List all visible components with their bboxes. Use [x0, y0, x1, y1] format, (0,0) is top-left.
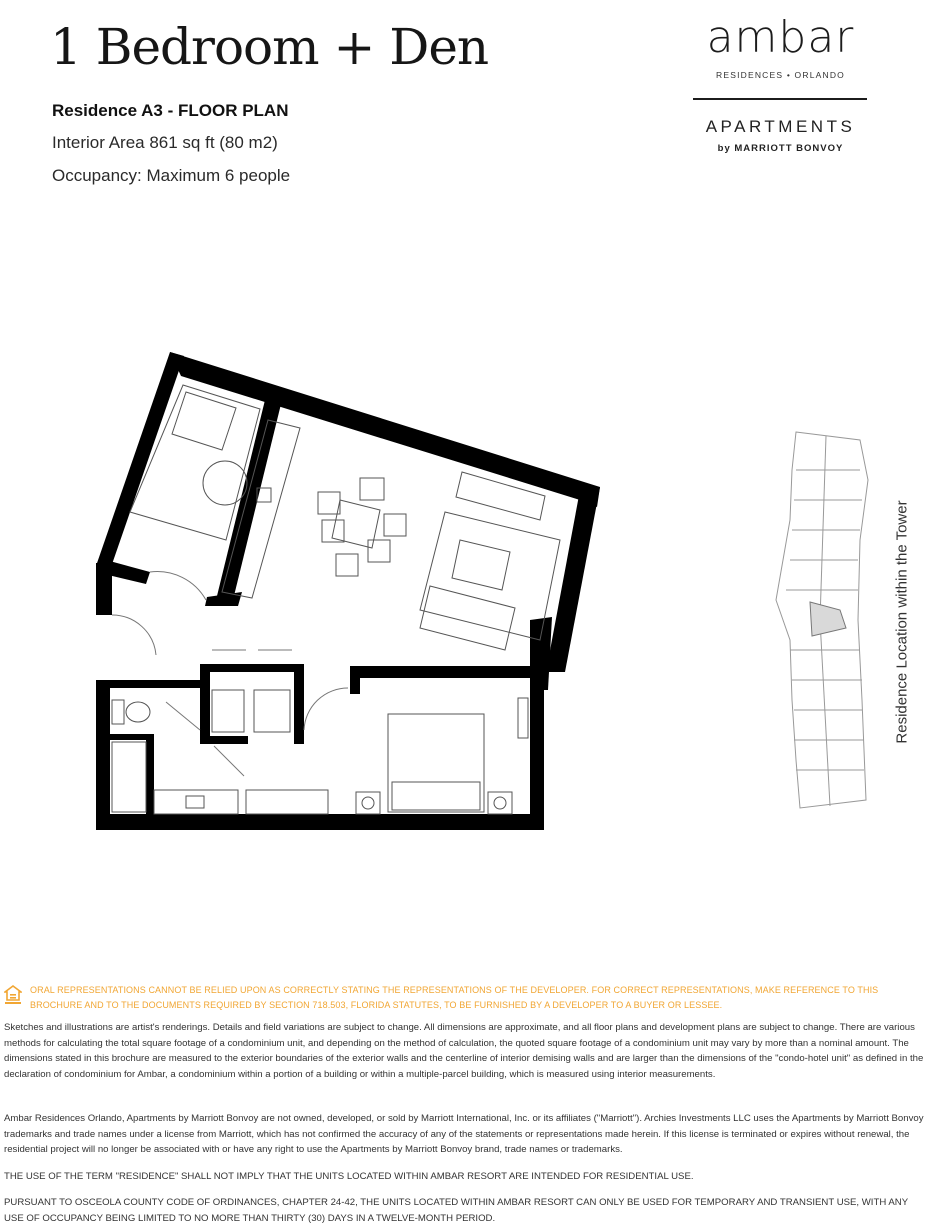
right-exterior-wall [546, 487, 600, 672]
logo-subtitle: RESIDENCES • ORLANDO [716, 70, 845, 80]
residence-location-highlight [810, 602, 846, 636]
washer [212, 690, 244, 732]
bath-door [214, 746, 244, 776]
top-exterior-wall [170, 352, 600, 507]
left-exterior-wall [96, 352, 184, 570]
ambar-logo: ambar [706, 12, 855, 63]
closet-bottom-wall [200, 736, 248, 744]
bedroom-closet [246, 790, 328, 814]
nightstand [356, 792, 380, 814]
occupancy: Occupancy: Maximum 6 people [52, 166, 291, 185]
disclaimer-residence-term: THE USE OF THE TERM "RESIDENCE" SHALL NOT IMPLY THAT THE UNITS LOCATED WITHIN AMBAR RESORT ARE INTENDED FOR RESIDENTIAL USE. [4, 1171, 694, 1182]
dining-chair [336, 554, 358, 576]
lower-left-wall [96, 680, 110, 830]
disclaimer-osceola: PURSUANT TO OSCEOLA COUNTY CODE OF ORDINANCES, CHAPTER 24-42, THE UNITS LOCATED WITHIN AMBAR RESORT CAN ONLY BE USED FOR TEMPORARY AND TRANSIENT USE, WITH ANY USE OF OCCUPANCY BEING LIMITED TO NO MORE THAN THIRTY (30) DAYS IN A TWELVE-MONTH PERIOD. [4, 1197, 908, 1224]
toilet-tank [112, 700, 124, 724]
bonvoy-wordmark: by MARRIOTT BONVOY [717, 143, 844, 154]
bath-top-wall [96, 680, 200, 688]
sink [186, 796, 204, 808]
nightstand [488, 792, 512, 814]
door-swing [304, 688, 348, 730]
shower [112, 742, 146, 812]
dining-chair [384, 514, 406, 536]
closet-top-wall [200, 664, 304, 672]
bedroom-bed [388, 714, 484, 812]
lamp [362, 797, 374, 809]
lamp [494, 797, 506, 809]
lower-right-wall [530, 688, 544, 830]
closet-left-wall [200, 664, 210, 740]
disclaimer-renderings: Sketches and illustrations are artist's renderings. Details and field variations are subject to change. All dimensions are approximate, and all floor plans and development plans are subject to change. There are various methods for calculating the total square footage of a condominium unit, and depending on the method of calculation, the quoted square footage of a condominium unit may vary by more than a nominal amount. The dimensions stated in this brochure are measured to the exterior boundaries of the exterior walls and the centerline of interior demising walls and are larger than the dimensions of the "condo-hotel unit" as defined in the declaration of condominium for Ambar, a condominium within a portion of a building or within a multiple-parcel building, which is measured using interior measurements. [4, 1022, 924, 1080]
tower-corridor [820, 620, 830, 806]
tower-corridor [820, 436, 826, 620]
door-swing [112, 615, 156, 655]
dining-table [332, 500, 380, 548]
door-swing [150, 572, 206, 600]
dining-chair [368, 540, 390, 562]
disclaimer-marriott: Ambar Residences Orlando, Apartments by Marriott Bonvoy are not owned, developed, or sold by Marriott International, Inc. or its affiliates ("Marriott"). Archies Investments LLC uses the Apartments by Marriott Bonvoy trademarks and trade names under a license from Marriott, which has not confirmed the accuracy of any of the statements or representations made herein. If this license is terminated or expires without renewal, the residential project will no longer be associated with or have any right to use the Apartments by Marriott Bonvoy brand, trade names or trademarks. [4, 1113, 924, 1156]
coffee-table [452, 540, 510, 590]
tower-location-label: Residence Location within the Tower [893, 500, 911, 744]
oral-representations-notice: ORAL REPRESENTATIONS CANNOT BE RELIED UPON AS CORRECTLY STATING THE REPRESENTATIONS OF THE DEVELOPER. FOR CORRECT REPRESENTATIONS, MAKE REFERENCE TO THIS BROCHURE AND TO THE DOCUMENTS REQUIRED BY SECTION 718.503, FLORIDA STATUTES, TO BE FURNISHED BY A DEVELOPER TO A BUYER OR LESSEE. [30, 985, 879, 1010]
residence-name: Residence A3 - FLOOR PLAN [52, 101, 289, 120]
right-pillar [530, 617, 552, 690]
window [518, 698, 528, 738]
equal-housing-icon [4, 985, 22, 1005]
den-pillow [172, 392, 236, 450]
apartments-wordmark: APARTMENTS [705, 117, 856, 136]
dining-chair [360, 478, 384, 500]
bedroom-wall-stub [350, 666, 360, 694]
bottom-exterior-wall [96, 814, 544, 830]
page-title: 1 Bedroom + Den [50, 18, 489, 76]
vanity [154, 790, 238, 814]
interior-area: Interior Area 861 sq ft (80 m2) [52, 133, 278, 152]
closet-right-wall [294, 664, 304, 744]
dining-chair [318, 492, 340, 514]
bath-door [166, 702, 200, 730]
floor-plan-furniture [112, 385, 560, 814]
shower-wall [146, 734, 154, 816]
floor-plan-walls [96, 352, 600, 830]
shower-top-wall [96, 734, 152, 740]
toilet [126, 702, 150, 722]
bedroom-top-wall [350, 666, 544, 678]
bed-pillows [392, 782, 480, 810]
closet-shelf [254, 690, 290, 732]
sofa [420, 586, 515, 650]
